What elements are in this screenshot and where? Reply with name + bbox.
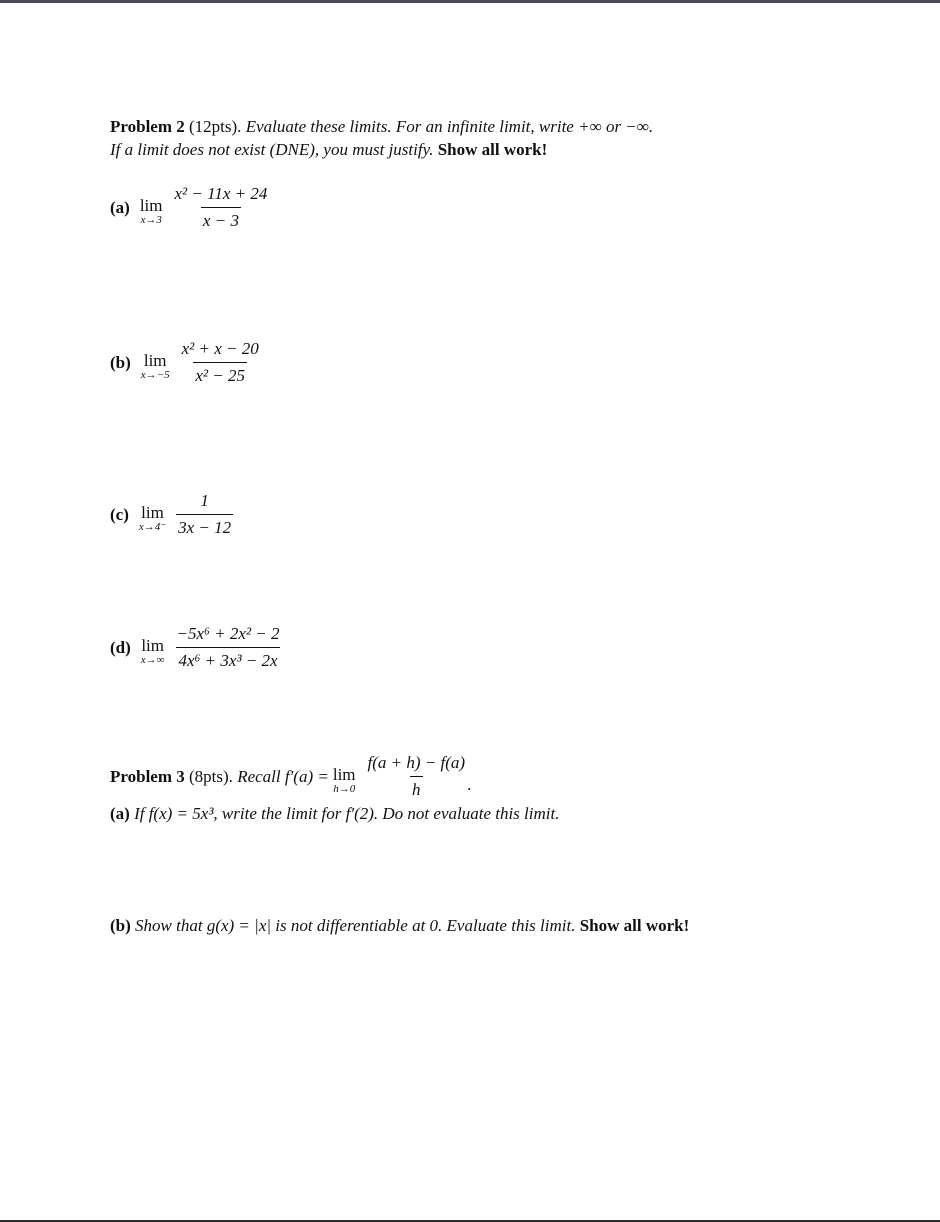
- period: .: [467, 774, 472, 794]
- part-label: (c): [110, 504, 129, 524]
- part-label: (b): [110, 916, 131, 935]
- part-text: If f(x) = 5x³, write the limit for f′(2). Do not evaluate this limit.: [134, 804, 560, 823]
- denominator: x − 3: [201, 207, 241, 231]
- numerator: 1: [200, 491, 209, 510]
- problem-2-part-d: [110, 624, 282, 671]
- limit-operator: lim x→4⁻: [138, 502, 167, 533]
- part-label: (a): [110, 197, 130, 217]
- problem-2-points: (12pts).: [189, 117, 242, 136]
- fraction: [176, 491, 233, 538]
- numerator: −5x⁶ + 2x² − 2: [176, 624, 280, 643]
- problem-3-part-a: [110, 804, 559, 824]
- numerator: x² − 11x + 24: [174, 184, 268, 203]
- limit-subscript: x→−5: [140, 368, 170, 381]
- part-text: Show that g(x) = |x| is not differentiable at 0. Evaluate this limit.: [135, 916, 576, 935]
- limit-operator: lim x→3: [139, 195, 163, 226]
- problem-2-instructions-line1: Evaluate these limits. For an infinite limit, write +∞ or −∞.: [245, 117, 654, 136]
- limit-subscript: x→3: [140, 213, 162, 226]
- limit-subscript: x→∞: [140, 653, 165, 666]
- part-label: (d): [110, 637, 131, 657]
- problem-3-header: [110, 753, 471, 800]
- limit-operator: lim x→∞: [140, 635, 165, 666]
- part-label: (a): [110, 804, 130, 823]
- fraction: [173, 184, 270, 231]
- limit-subscript: h→0: [333, 782, 356, 795]
- part-label: (b): [110, 352, 131, 372]
- problem-2-part-a: [110, 184, 269, 231]
- top-border: [0, 0, 940, 3]
- limit-operator: lim h→0: [332, 764, 356, 795]
- denominator: 4x⁶ + 3x³ − 2x: [176, 647, 279, 671]
- problem-3-points: (8pts).: [189, 766, 233, 786]
- problem-2-header: [110, 117, 653, 137]
- denominator: h: [410, 776, 423, 800]
- fraction: [175, 624, 282, 671]
- problem-2-title: Problem 2: [110, 117, 185, 136]
- fraction: [180, 339, 261, 386]
- problem-2-emphasis: Show all work!: [437, 140, 548, 159]
- numerator: f(a + h) − f(a): [367, 753, 466, 772]
- problem-3-recall: Recall f′(a) =: [237, 766, 329, 786]
- limit-operator: lim x→−5: [140, 350, 170, 381]
- problem-3-title: Problem 3: [110, 766, 185, 786]
- problem-2-part-b: [110, 339, 261, 386]
- problem-3-part-b: [110, 916, 689, 936]
- denominator: x² − 25: [193, 362, 247, 386]
- limit-subscript: x→4⁻: [138, 520, 167, 533]
- part-emphasis: Show all work!: [579, 916, 690, 935]
- problem-2-header-line2: [110, 140, 547, 160]
- denominator: 3x − 12: [176, 514, 233, 538]
- numerator: x² + x − 20: [181, 339, 259, 358]
- problem-2-instructions-line2: If a limit does not exist (DNE), you must justify.: [110, 140, 434, 159]
- problem-2-part-c: [110, 491, 233, 538]
- derivative-fraction: [366, 753, 468, 800]
